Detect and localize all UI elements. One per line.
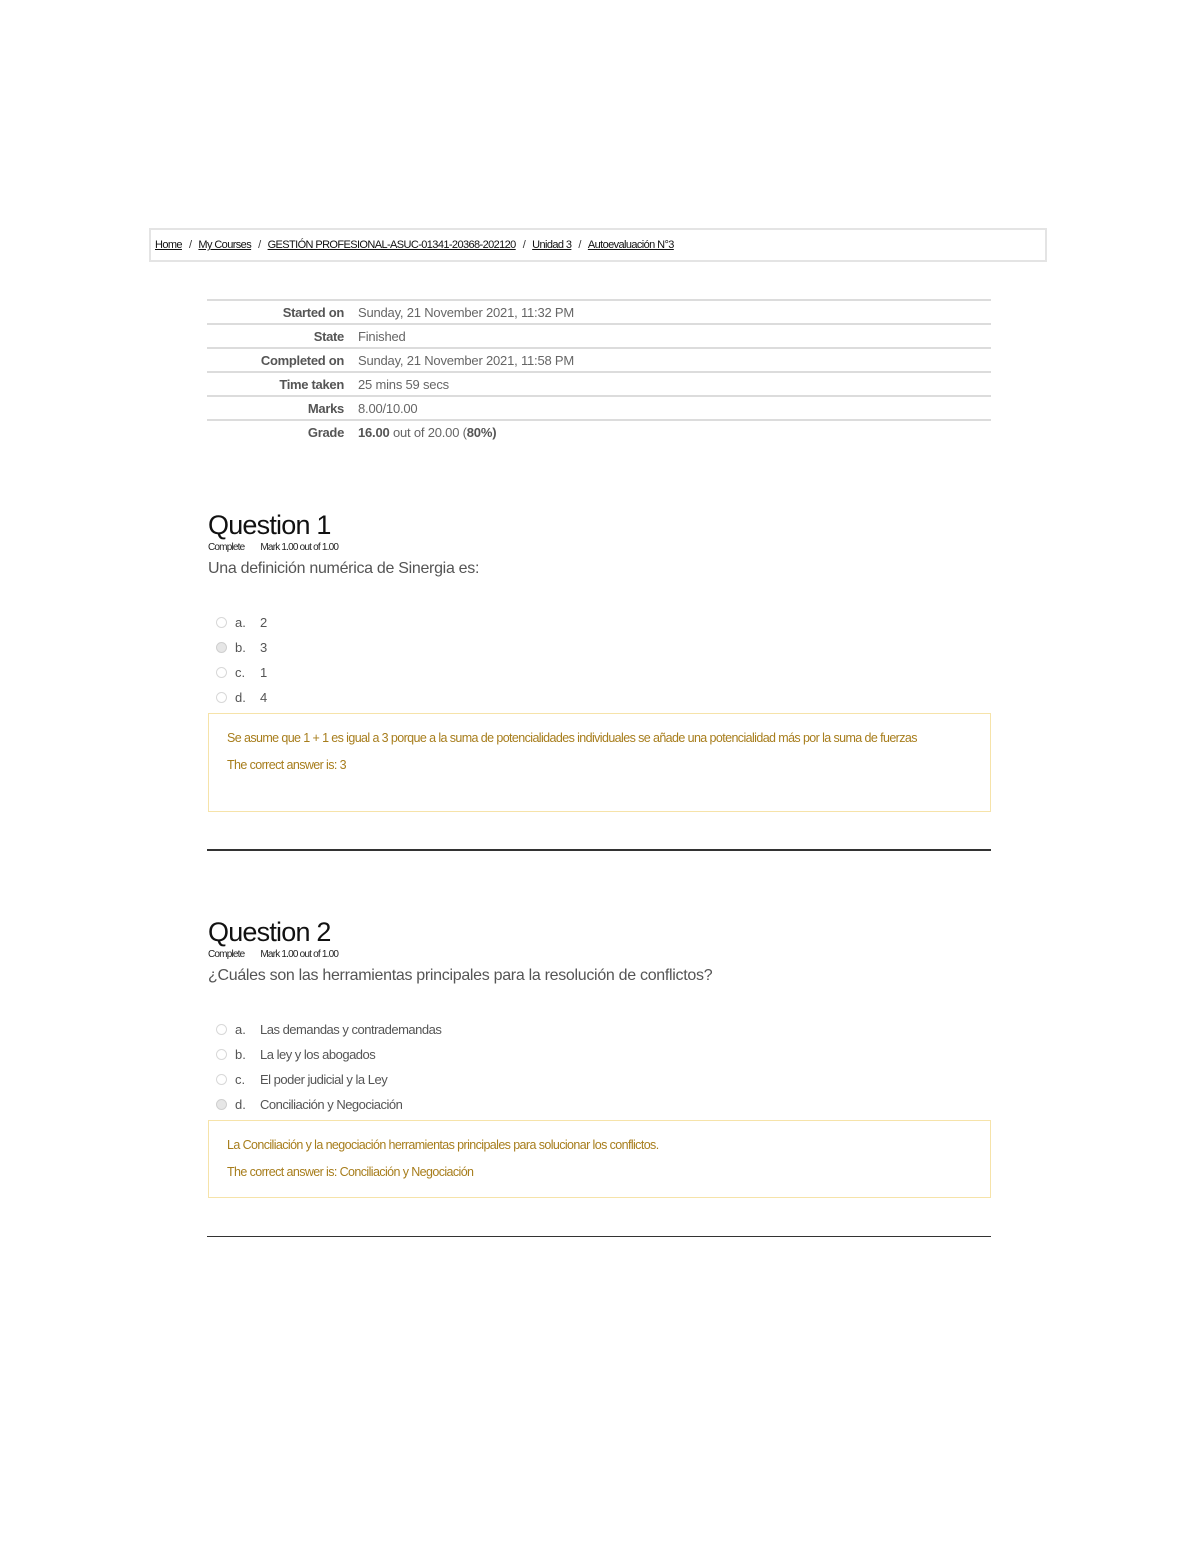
breadcrumb-my-courses-link[interactable]: My Courses — [198, 239, 252, 251]
breadcrumb-home-link[interactable]: Home — [155, 239, 182, 251]
summary-label: Completed on — [260, 352, 344, 368]
feedback-box — [208, 1120, 991, 1198]
general-feedback: Se asume que 1 + 1 es igual a 3 porque a la suma de potencialidades individuales se añade una potencialidad más por la suma de fuerzas — [227, 731, 917, 745]
breadcrumb-separator: / — [258, 239, 261, 251]
question-info — [208, 949, 991, 963]
summary-row-grade — [207, 419, 991, 443]
summary-row-state — [207, 323, 991, 347]
breadcrumb-quiz-link[interactable]: Autoevaluación N°3 — [587, 239, 674, 251]
summary-label: Time taken — [279, 376, 344, 392]
answer-letter: d. — [235, 1097, 246, 1112]
answer-option-a[interactable] — [216, 610, 991, 635]
question-text: ¿Cuáles son las herramientas principales para la resolución de conflictos? — [208, 967, 713, 984]
feedback-box — [208, 713, 991, 812]
radio-button[interactable] — [216, 617, 227, 628]
breadcrumb-separator: / — [188, 239, 192, 251]
answer-letter: b. — [235, 640, 246, 655]
breadcrumb-course-link[interactable]: GESTIÓN PROFESIONAL-ASUC-01341-20368-202120 — [267, 239, 516, 251]
summary-label: State — [313, 328, 344, 344]
grade-score: 16.00 — [358, 424, 390, 440]
question-divider — [207, 1236, 991, 1237]
summary-value: Sunday, 21 November 2021, 11:58 PM — [358, 352, 575, 368]
summary-row-completed — [207, 347, 991, 371]
question-state: Complete — [208, 542, 245, 553]
answer-options — [208, 610, 991, 710]
radio-button-selected[interactable] — [216, 642, 227, 653]
radio-button[interactable] — [216, 1024, 227, 1035]
correct-answer: The correct answer is: Conciliación y Negociación — [227, 1165, 474, 1179]
summary-value: 25 mins 59 secs — [358, 376, 449, 392]
answer-text: 4 — [260, 690, 267, 705]
breadcrumb-separator: / — [522, 239, 526, 251]
breadcrumb-unit-link[interactable]: Unidad 3 — [532, 239, 572, 251]
answer-letter: c. — [235, 1072, 246, 1087]
question-mark: Mark 1.00 out of 1.00 — [260, 949, 339, 960]
summary-label: Marks — [307, 400, 344, 416]
question-info — [208, 542, 991, 556]
answer-letter: b. — [235, 1047, 246, 1062]
answer-text: 3 — [260, 640, 267, 655]
summary-value: Finished — [358, 328, 406, 344]
answer-option-d[interactable] — [216, 1092, 991, 1117]
summary-label: Started on — [282, 304, 344, 320]
summary-value: 8.00/10.00 — [358, 400, 418, 416]
radio-button[interactable] — [216, 692, 227, 703]
answer-option-b[interactable] — [216, 1042, 991, 1067]
radio-button[interactable] — [216, 1074, 227, 1085]
question-1 — [208, 510, 991, 812]
question-title: Question 2 — [208, 917, 331, 947]
radio-button[interactable] — [216, 667, 227, 678]
question-2 — [208, 917, 991, 1198]
answer-option-a[interactable] — [216, 1017, 991, 1042]
summary-row-time-taken — [207, 371, 991, 395]
answer-text: 1 — [260, 665, 267, 680]
breadcrumb-separator: / — [578, 239, 581, 251]
answer-option-b[interactable] — [216, 635, 991, 660]
summary-value — [344, 425, 496, 440]
grade-percent: 80% — [466, 424, 493, 440]
answer-letter: c. — [235, 665, 246, 680]
breadcrumb — [149, 228, 1047, 262]
summary-label: Grade — [307, 424, 344, 440]
radio-button[interactable] — [216, 1049, 227, 1060]
answer-option-d[interactable] — [216, 685, 991, 710]
question-divider — [207, 849, 991, 851]
summary-row-marks — [207, 395, 991, 419]
grade-close: ) — [492, 424, 497, 440]
radio-button-selected[interactable] — [216, 1099, 227, 1110]
answer-text: Las demandas y contrademandas — [260, 1022, 442, 1037]
grade-out-of: out of 20.00 ( — [389, 424, 467, 440]
question-title: Question 1 — [208, 510, 331, 540]
answer-option-c[interactable] — [216, 660, 991, 685]
question-state: Complete — [208, 949, 245, 960]
answer-text: El poder judicial y la Ley — [260, 1072, 388, 1087]
answer-letter: a. — [235, 615, 246, 630]
question-mark: Mark 1.00 out of 1.00 — [260, 542, 339, 553]
general-feedback: La Conciliación y la negociación herramientas principales para solucionar los conflictos. — [227, 1138, 659, 1152]
question-text: Una definición numérica de Sinergia es: — [208, 560, 480, 577]
answer-text: Conciliación y Negociación — [260, 1097, 403, 1112]
answer-options — [208, 1017, 991, 1117]
quiz-summary-table — [207, 299, 991, 443]
correct-answer: The correct answer is: 3 — [227, 758, 346, 772]
answer-text: La ley y los abogados — [260, 1047, 376, 1062]
answer-letter: d. — [235, 690, 246, 705]
summary-row-started — [207, 299, 991, 323]
answer-letter: a. — [235, 1022, 246, 1037]
answer-text: 2 — [260, 615, 267, 630]
summary-value: Sunday, 21 November 2021, 11:32 PM — [358, 304, 575, 320]
answer-option-c[interactable] — [216, 1067, 991, 1092]
